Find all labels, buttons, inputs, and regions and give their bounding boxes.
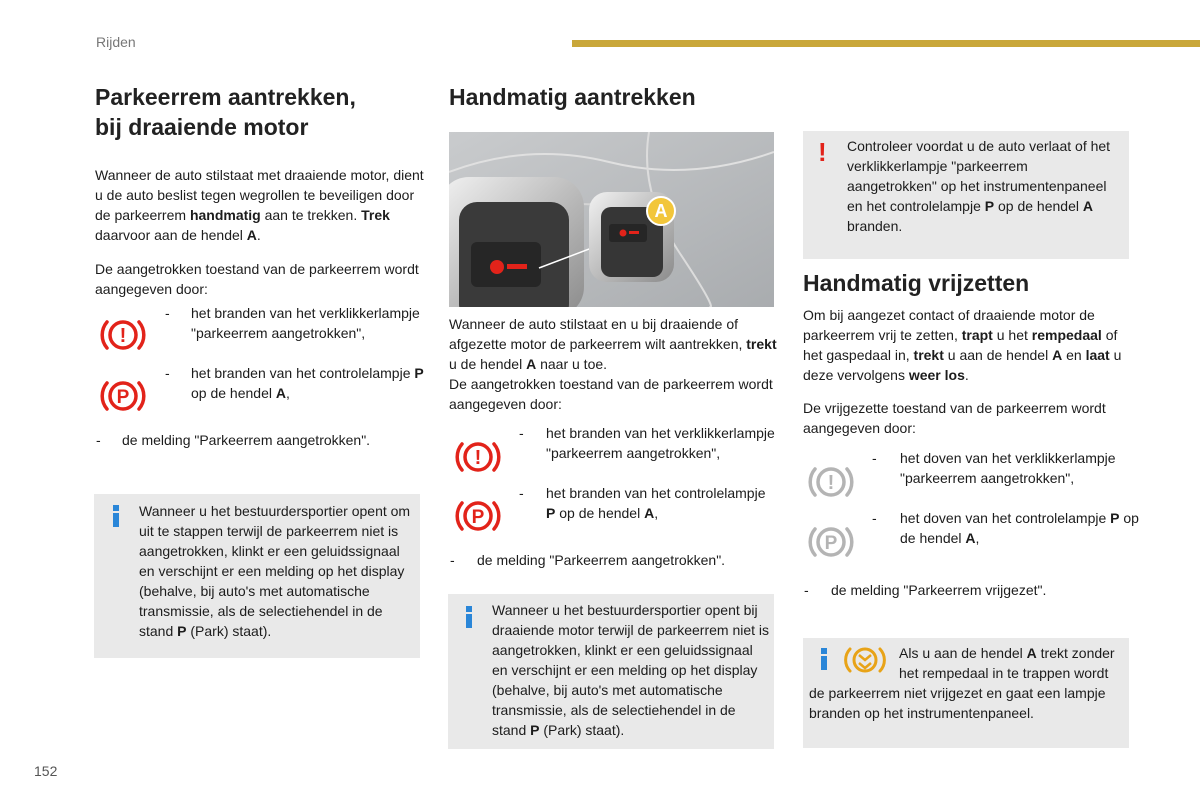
list-dash: - <box>165 305 170 321</box>
col1-title: Parkeerrem aantrekken, bij draaiende motor <box>95 84 356 140</box>
col3-item-3: de melding "Parkeerrem vrijgezet". <box>831 582 1047 598</box>
list-dash: - <box>519 425 524 441</box>
svg-text:!: ! <box>119 325 127 347</box>
col1-item-1: het branden van het verklikkerlampje "parkeerrem aangetrokken", <box>191 305 420 341</box>
list-dash: - <box>872 450 877 466</box>
parking-p-red-icon <box>453 494 503 538</box>
col1-item-2: het branden van het controlelampje P op de hendel A, <box>191 365 424 401</box>
handbrake-lever-illustration <box>449 132 774 307</box>
col2-item-3: de melding "Parkeerrem aangetrokken". <box>477 552 726 568</box>
brake-warning-red-icon <box>98 313 148 357</box>
col2-title: Handmatig aantrekken <box>449 84 696 110</box>
col3-item-2: het doven van het controlelampje P op de hendel A, <box>900 510 1139 546</box>
brake-warning-gray-icon <box>806 460 856 504</box>
list-dash: - <box>872 510 877 526</box>
parking-p-gray-icon <box>806 520 856 564</box>
col2-item-1: het branden van het verklikkerlampje "parkeerrem aangetrokken", <box>546 425 775 461</box>
info-icon <box>465 606 473 628</box>
col2-item-2: het branden van het controlelampje P op de hendel A, <box>546 485 766 521</box>
col3-item-1: het doven van het verklikkerlampje "parkeerrem aangetrokken", <box>900 450 1116 486</box>
section-label: Rijden <box>96 34 136 50</box>
svg-text:P: P <box>824 533 838 554</box>
svg-text:!: ! <box>827 472 835 494</box>
svg-text:P: P <box>471 507 485 528</box>
col3-intro-paragraph: Om bij aangezet contact of draaiende motor de parkeerrem vrij te zetten, trapt u het rempedaal of het gaspedaal in, trekt u aan de hendel A en laat u deze vervolgens weer los. <box>803 307 1122 383</box>
col2-info-text: Wanneer u het bestuurdersportier opent bij draaiende motor terwijl de parkeerrem niet is aangetrokken, klinkt er een geluidssignaal en verschijnt er een melding op het display (behalve, bij auto's met automatische transmissie, als de selectiehendel in de stand P (Park) staat). <box>492 602 770 738</box>
list-dash: - <box>804 582 809 598</box>
col1-info-text: Wanneer u het bestuurdersportier opent om uit te stappen terwijl de parkeerrem niet is aangetrokken, klinkt er een geluidssignaal en verschijnt er een melding op het display (behalve, bij auto's met automatische transmissie, als de selectiehendel in de stand P (Park) staat). <box>139 503 411 639</box>
col1-item-3: de melding "Parkeerrem aangetrokken". <box>122 432 371 448</box>
info-icon-spacer <box>809 643 899 683</box>
col3-warning-text: Controleer voordat u de auto verlaat of het verklikkerlampje "parkeerrem aangetrokken" op het instrumentenpaneel en het controlelampje P op de hendel A branden. <box>847 138 1111 234</box>
col3-info-text-top: Als u aan de hendel A trekt zonder het rempedaal in te trappen wordt de parkeerrem niet vrijgezet en gaat een lampje branden op het instrumentenpaneel. <box>809 645 1115 721</box>
col1-intro-paragraph: Wanneer de auto stilstaat met draaiende motor, dient u de auto beslist tegen wegrollen te beveiligen door de parkeerrem handmatig aan te trekken. Trek daarvoor aan de hendel A. <box>95 167 424 243</box>
col2-state-paragraph: De aangetrokken toestand van de parkeerrem wordt aangegeven door: <box>449 376 773 412</box>
list-dash: - <box>165 365 170 381</box>
col2-intro-paragraph: Wanneer de auto stilstaat en u bij draaiende of afgezette motor de parkeerrem wilt aantrekken, trekt u de hendel A naar u toe. <box>449 316 777 372</box>
svg-text:P: P <box>116 387 130 408</box>
parking-p-red-icon <box>98 374 148 418</box>
list-dash: - <box>519 485 524 501</box>
col3-title: Handmatig vrijzetten <box>803 270 1030 296</box>
list-dash: - <box>96 432 101 448</box>
brake-warning-red-icon <box>453 435 503 479</box>
list-dash: - <box>450 552 455 568</box>
warning-exclamation-icon: ! <box>818 137 827 167</box>
header-accent-bar <box>572 40 1200 47</box>
col3-state-paragraph: De vrijgezette toestand van de parkeerrem wordt aangegeven door: <box>803 400 1106 436</box>
svg-text:!: ! <box>474 447 482 469</box>
info-icon <box>112 505 120 527</box>
page-number: 152 <box>34 763 58 779</box>
callout-label-a: A <box>646 196 676 226</box>
col1-state-paragraph: De aangetrokken toestand van de parkeerrem wordt aangegeven door: <box>95 261 419 297</box>
